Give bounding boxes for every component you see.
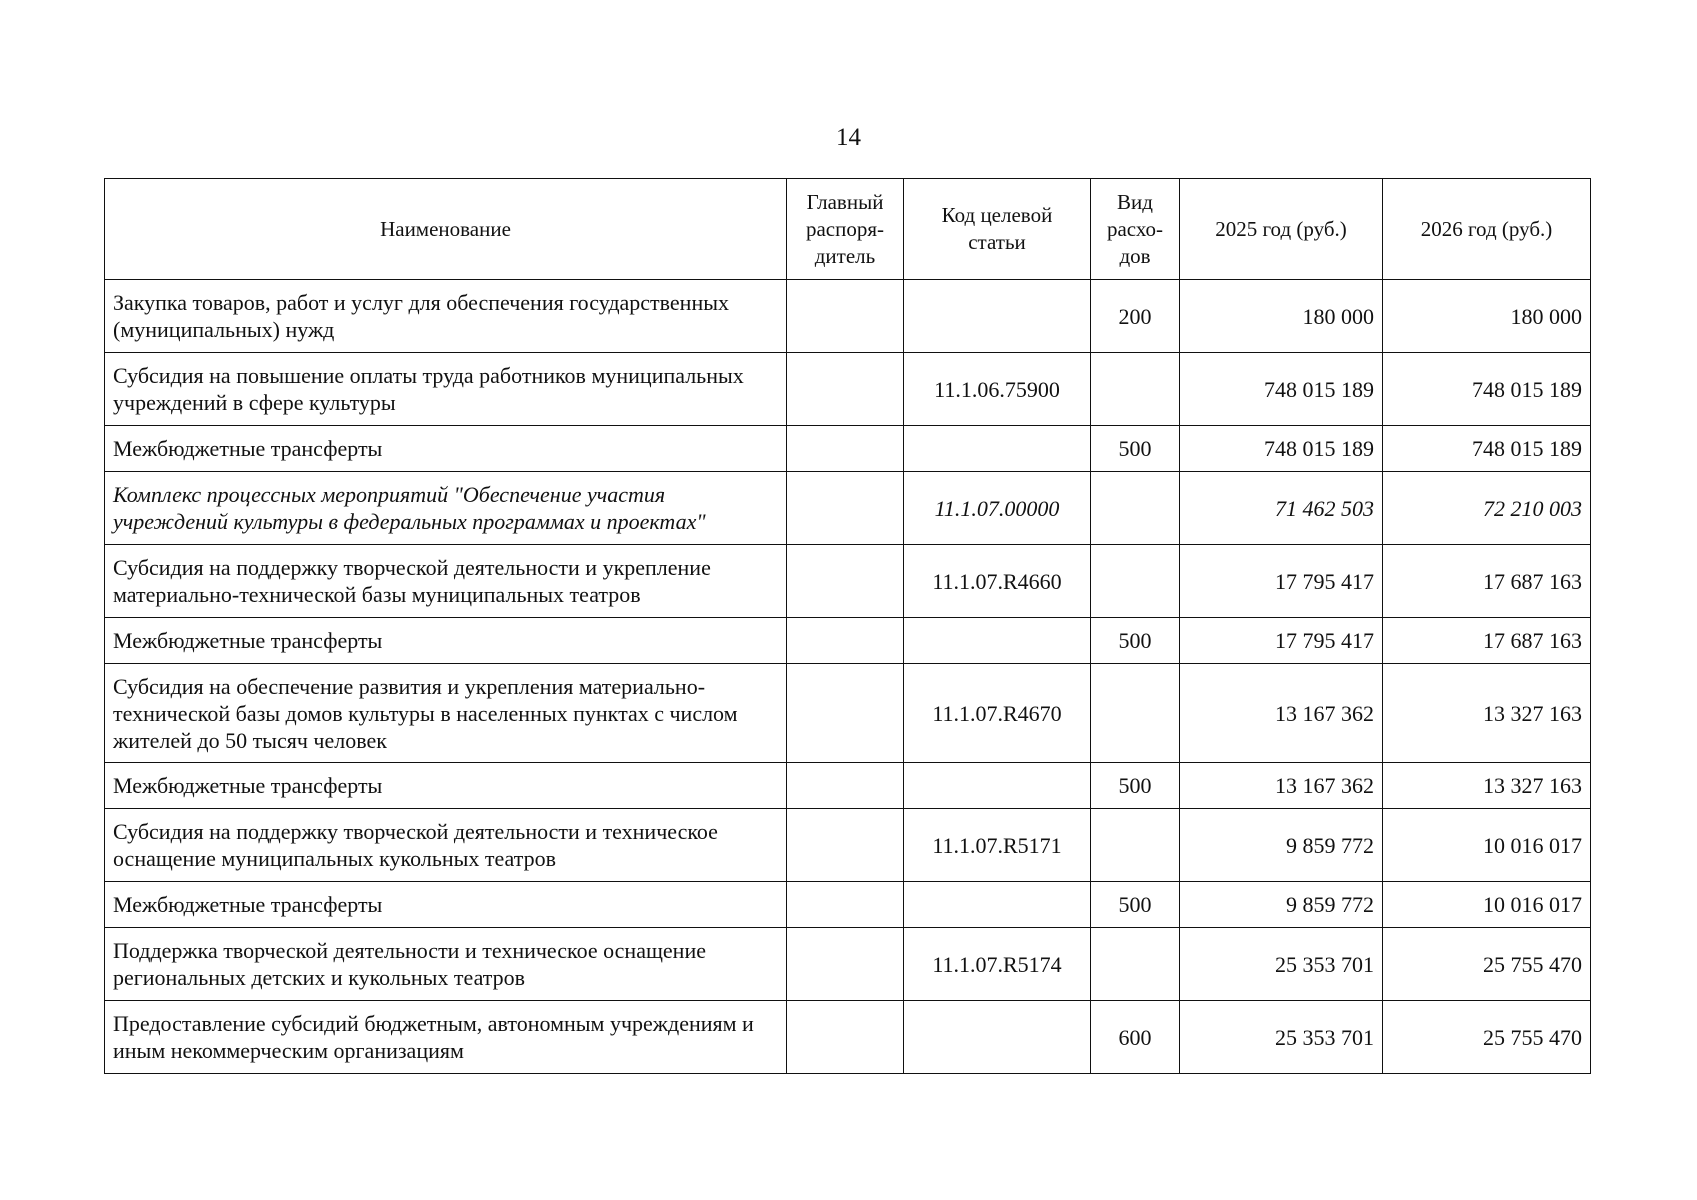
row-administrator bbox=[787, 426, 904, 472]
row-amount-2025: 748 015 189 bbox=[1180, 353, 1383, 426]
row-name: Субсидия на обеспечение развития и укрепления материально-технической базы домов культуры в населенных пунктах с числом жителей до 50 тысяч человек bbox=[105, 664, 787, 763]
table-row bbox=[105, 882, 1591, 928]
row-administrator bbox=[787, 809, 904, 882]
table-row bbox=[105, 928, 1591, 1001]
table-header-row bbox=[105, 179, 1591, 280]
row-amount-2025: 25 353 701 bbox=[1180, 1001, 1383, 1074]
row-administrator bbox=[787, 353, 904, 426]
row-expense-type: 500 bbox=[1091, 882, 1180, 928]
row-target-code: 11.1.07.R5174 bbox=[904, 928, 1091, 1001]
row-amount-2026: 25 755 470 bbox=[1383, 928, 1591, 1001]
row-administrator bbox=[787, 1001, 904, 1074]
table-row bbox=[105, 426, 1591, 472]
row-amount-2025: 17 795 417 bbox=[1180, 545, 1383, 618]
row-expense-type: 500 bbox=[1091, 763, 1180, 809]
row-target-code bbox=[904, 1001, 1091, 1074]
row-expense-type: 500 bbox=[1091, 618, 1180, 664]
row-amount-2026: 180 000 bbox=[1383, 280, 1591, 353]
row-target-code bbox=[904, 763, 1091, 809]
row-amount-2025: 180 000 bbox=[1180, 280, 1383, 353]
row-target-code: 11.1.06.75900 bbox=[904, 353, 1091, 426]
row-amount-2026: 13 327 163 bbox=[1383, 763, 1591, 809]
row-expense-type: 600 bbox=[1091, 1001, 1180, 1074]
row-target-code bbox=[904, 882, 1091, 928]
row-name: Комплекс процессных мероприятий "Обеспечение участия учреждений культуры в федеральных программах и проектах" bbox=[105, 472, 787, 545]
row-expense-type bbox=[1091, 353, 1180, 426]
row-name: Предоставление субсидий бюджетным, автономным учреждениям и иным некоммерческим организациям bbox=[105, 1001, 787, 1074]
row-expense-type: 200 bbox=[1091, 280, 1180, 353]
row-name: Межбюджетные трансферты bbox=[105, 426, 787, 472]
table-row bbox=[105, 763, 1591, 809]
row-name: Поддержка творческой деятельности и техническое оснащение региональных детских и кукольных театров bbox=[105, 928, 787, 1001]
header-year-2026: 2026 год (руб.) bbox=[1383, 179, 1591, 280]
table-row bbox=[105, 353, 1591, 426]
row-target-code: 11.1.07.R4670 bbox=[904, 664, 1091, 763]
row-amount-2025: 13 167 362 bbox=[1180, 664, 1383, 763]
row-target-code bbox=[904, 280, 1091, 353]
row-amount-2026: 748 015 189 bbox=[1383, 353, 1591, 426]
row-amount-2026: 10 016 017 bbox=[1383, 882, 1591, 928]
row-amount-2025: 25 353 701 bbox=[1180, 928, 1383, 1001]
row-amount-2026: 17 687 163 bbox=[1383, 618, 1591, 664]
row-name: Закупка товаров, работ и услуг для обеспечения государственных (муниципальных) нужд bbox=[105, 280, 787, 353]
table-row bbox=[105, 809, 1591, 882]
row-amount-2025: 9 859 772 bbox=[1180, 809, 1383, 882]
row-name: Межбюджетные трансферты bbox=[105, 763, 787, 809]
row-administrator bbox=[787, 664, 904, 763]
row-amount-2026: 17 687 163 bbox=[1383, 545, 1591, 618]
row-amount-2026: 748 015 189 bbox=[1383, 426, 1591, 472]
row-administrator bbox=[787, 763, 904, 809]
header-administrator: Главный распоря-дитель bbox=[787, 179, 904, 280]
row-administrator bbox=[787, 280, 904, 353]
row-amount-2026: 13 327 163 bbox=[1383, 664, 1591, 763]
row-amount-2025: 71 462 503 bbox=[1180, 472, 1383, 545]
row-amount-2026: 25 755 470 bbox=[1383, 1001, 1591, 1074]
row-expense-type bbox=[1091, 809, 1180, 882]
header-target-code: Код целевой статьи bbox=[904, 179, 1091, 280]
row-expense-type bbox=[1091, 545, 1180, 618]
row-target-code: 11.1.07.R5171 bbox=[904, 809, 1091, 882]
row-name: Межбюджетные трансферты bbox=[105, 618, 787, 664]
header-name: Наименование bbox=[105, 179, 787, 280]
page-number: 14 bbox=[836, 124, 861, 151]
table-row bbox=[105, 545, 1591, 618]
row-expense-type bbox=[1091, 664, 1180, 763]
row-expense-type bbox=[1091, 928, 1180, 1001]
header-expense-type: Вид расхо-дов bbox=[1091, 179, 1180, 280]
row-target-code: 11.1.07.00000 bbox=[904, 472, 1091, 545]
row-name: Субсидия на поддержку творческой деятельности и техническое оснащение муниципальных кукольных театров bbox=[105, 809, 787, 882]
row-administrator bbox=[787, 882, 904, 928]
row-target-code: 11.1.07.R4660 bbox=[904, 545, 1091, 618]
row-amount-2025: 748 015 189 bbox=[1180, 426, 1383, 472]
header-year-2025: 2025 год (руб.) bbox=[1180, 179, 1383, 280]
table-row bbox=[105, 664, 1591, 763]
row-name: Субсидия на поддержку творческой деятельности и укрепление материально-технической базы муниципальных театров bbox=[105, 545, 787, 618]
row-target-code bbox=[904, 426, 1091, 472]
table-row bbox=[105, 618, 1591, 664]
row-target-code bbox=[904, 618, 1091, 664]
row-name: Межбюджетные трансферты bbox=[105, 882, 787, 928]
row-administrator bbox=[787, 472, 904, 545]
row-administrator bbox=[787, 618, 904, 664]
row-amount-2026: 72 210 003 bbox=[1383, 472, 1591, 545]
row-name: Субсидия на повышение оплаты труда работников муниципальных учреждений в сфере культуры bbox=[105, 353, 787, 426]
table-row bbox=[105, 472, 1591, 545]
budget-table bbox=[104, 178, 1591, 1074]
row-amount-2025: 9 859 772 bbox=[1180, 882, 1383, 928]
row-expense-type bbox=[1091, 472, 1180, 545]
row-amount-2026: 10 016 017 bbox=[1383, 809, 1591, 882]
row-amount-2025: 17 795 417 bbox=[1180, 618, 1383, 664]
row-administrator bbox=[787, 545, 904, 618]
row-administrator bbox=[787, 928, 904, 1001]
table-row bbox=[105, 1001, 1591, 1074]
table-row bbox=[105, 280, 1591, 353]
row-expense-type: 500 bbox=[1091, 426, 1180, 472]
row-amount-2025: 13 167 362 bbox=[1180, 763, 1383, 809]
